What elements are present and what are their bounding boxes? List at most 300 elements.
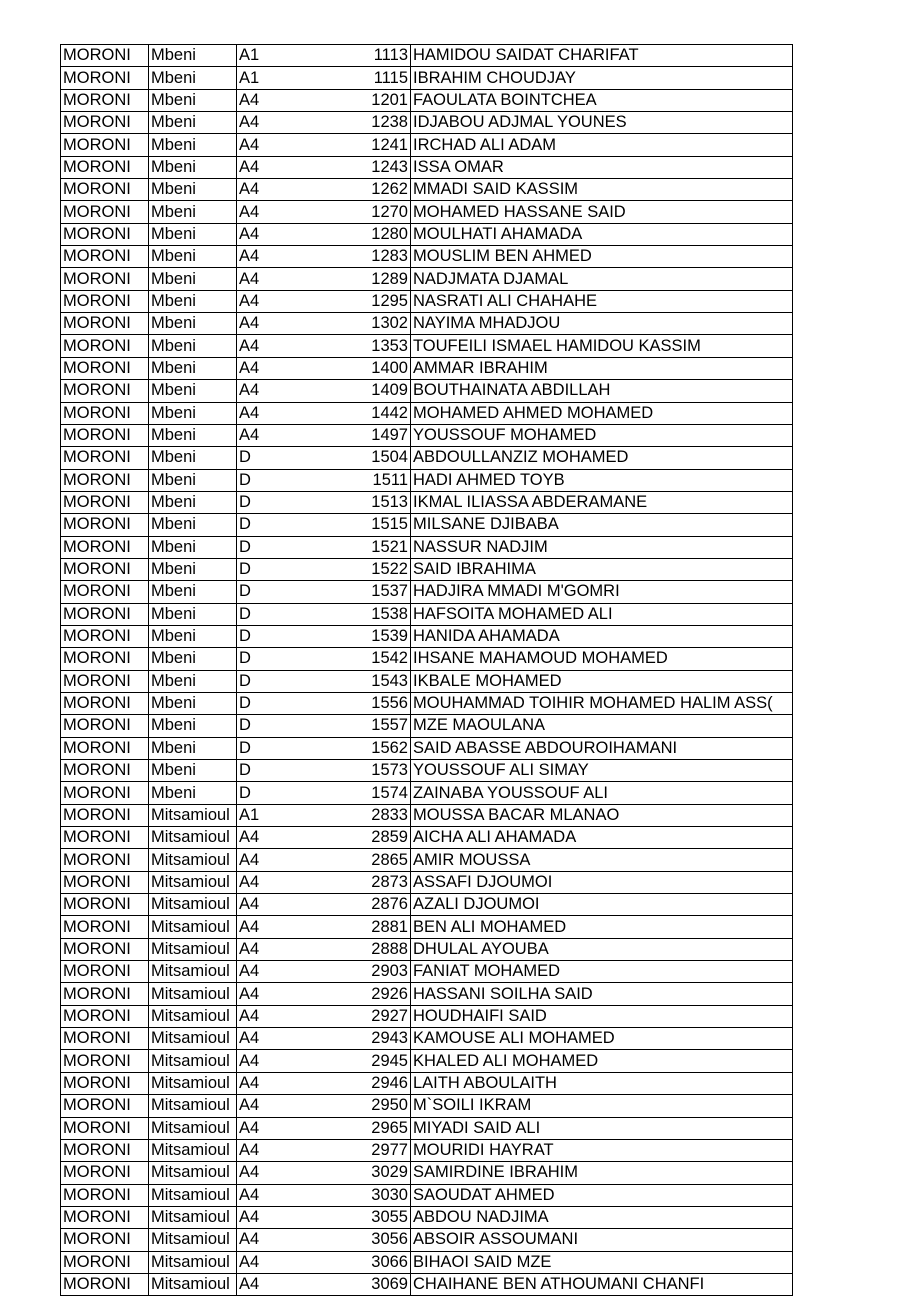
series-cell: A1: [237, 804, 371, 826]
region-cell: MORONI: [61, 313, 149, 335]
series-cell: A4: [237, 938, 371, 960]
region-cell: MORONI: [61, 1206, 149, 1228]
center-cell: Mbeni: [149, 737, 237, 759]
region-cell: MORONI: [61, 1251, 149, 1273]
center-cell: Mbeni: [149, 760, 237, 782]
center-cell: Mbeni: [149, 514, 237, 536]
candidate-number-cell: 1562: [371, 737, 411, 759]
series-cell: A4: [237, 1072, 371, 1094]
region-cell: MORONI: [61, 760, 149, 782]
candidate-number-cell: 1238: [371, 112, 411, 134]
series-cell: A4: [237, 89, 371, 111]
candidate-name-cell: AMIR MOUSSA: [411, 849, 793, 871]
table-row: [61, 782, 793, 804]
series-cell: A4: [237, 402, 371, 424]
series-cell: A4: [237, 357, 371, 379]
series-cell: A4: [237, 983, 371, 1005]
center-cell: Mbeni: [149, 536, 237, 558]
center-cell: Mbeni: [149, 156, 237, 178]
series-cell: A4: [237, 424, 371, 446]
candidate-name-cell: HASSANI SOILHA SAID: [411, 983, 793, 1005]
table-row: [61, 134, 793, 156]
candidate-number-cell: 1556: [371, 692, 411, 714]
region-cell: MORONI: [61, 402, 149, 424]
table-row: [61, 1117, 793, 1139]
table-row: [61, 670, 793, 692]
candidate-number-cell: 1400: [371, 357, 411, 379]
series-cell: A4: [237, 1251, 371, 1273]
region-cell: MORONI: [61, 1117, 149, 1139]
candidate-name-cell: IRCHAD ALI ADAM: [411, 134, 793, 156]
candidate-name-cell: SAMIRDINE IBRAHIM: [411, 1162, 793, 1184]
table-row: [61, 603, 793, 625]
table-row: [61, 447, 793, 469]
series-cell: A4: [237, 1229, 371, 1251]
series-cell: D: [237, 782, 371, 804]
center-cell: Mbeni: [149, 335, 237, 357]
candidate-name-cell: MILSANE DJIBABA: [411, 514, 793, 536]
center-cell: Mbeni: [149, 715, 237, 737]
series-cell: A4: [237, 1028, 371, 1050]
candidate-name-cell: MOUHAMMAD TOIHIR MOHAMED HALIM ASS(: [411, 692, 793, 714]
candidate-name-cell: NASRATI ALI CHAHAHE: [411, 290, 793, 312]
region-cell: MORONI: [61, 536, 149, 558]
center-cell: Mitsamioul: [149, 1005, 237, 1027]
region-cell: MORONI: [61, 335, 149, 357]
region-cell: MORONI: [61, 201, 149, 223]
series-cell: D: [237, 648, 371, 670]
series-cell: A4: [237, 827, 371, 849]
center-cell: Mbeni: [149, 603, 237, 625]
candidate-name-cell: CHAIHANE BEN ATHOUMANI CHANFI: [411, 1273, 793, 1295]
candidate-number-cell: 2943: [371, 1028, 411, 1050]
candidate-number-cell: 1557: [371, 715, 411, 737]
series-cell: A4: [237, 134, 371, 156]
candidate-name-cell: DHULAL AYOUBA: [411, 938, 793, 960]
center-cell: Mitsamioul: [149, 1184, 237, 1206]
region-cell: MORONI: [61, 424, 149, 446]
series-cell: A1: [237, 67, 371, 89]
series-cell: A4: [237, 1206, 371, 1228]
table-row: [61, 692, 793, 714]
candidate-number-cell: 2881: [371, 916, 411, 938]
center-cell: Mbeni: [149, 625, 237, 647]
candidate-number-cell: 1409: [371, 380, 411, 402]
center-cell: Mbeni: [149, 268, 237, 290]
candidate-name-cell: IHSANE MAHAMOUD MOHAMED: [411, 648, 793, 670]
table-row: [61, 804, 793, 826]
center-cell: Mbeni: [149, 380, 237, 402]
candidate-name-cell: MOUSSA BACAR MLANAO: [411, 804, 793, 826]
region-cell: MORONI: [61, 290, 149, 312]
region-cell: MORONI: [61, 1229, 149, 1251]
series-cell: A4: [237, 201, 371, 223]
region-cell: MORONI: [61, 112, 149, 134]
candidate-number-cell: 1241: [371, 134, 411, 156]
center-cell: Mbeni: [149, 648, 237, 670]
center-cell: Mbeni: [149, 469, 237, 491]
candidate-name-cell: IKBALE MOHAMED: [411, 670, 793, 692]
region-cell: MORONI: [61, 67, 149, 89]
candidate-number-cell: 1515: [371, 514, 411, 536]
series-cell: A4: [237, 1139, 371, 1161]
candidate-number-cell: 2945: [371, 1050, 411, 1072]
table-row: [61, 1139, 793, 1161]
series-cell: A4: [237, 179, 371, 201]
candidate-number-cell: 1497: [371, 424, 411, 446]
candidate-name-cell: MOHAMED HASSANE SAID: [411, 201, 793, 223]
series-cell: A4: [237, 223, 371, 245]
region-cell: MORONI: [61, 938, 149, 960]
table-row: [61, 760, 793, 782]
region-cell: MORONI: [61, 491, 149, 513]
results-table-body: [61, 45, 793, 1296]
candidate-name-cell: YOUSSOUF MOHAMED: [411, 424, 793, 446]
table-row: [61, 894, 793, 916]
candidate-number-cell: 1262: [371, 179, 411, 201]
center-cell: Mitsamioul: [149, 1095, 237, 1117]
table-row: [61, 1028, 793, 1050]
candidate-number-cell: 2888: [371, 938, 411, 960]
table-row: [61, 491, 793, 513]
series-cell: A4: [237, 335, 371, 357]
region-cell: MORONI: [61, 804, 149, 826]
region-cell: MORONI: [61, 1139, 149, 1161]
candidate-number-cell: 2946: [371, 1072, 411, 1094]
table-row: [61, 961, 793, 983]
candidate-number-cell: 2876: [371, 894, 411, 916]
series-cell: A4: [237, 1162, 371, 1184]
series-cell: A4: [237, 1095, 371, 1117]
table-row: [61, 201, 793, 223]
table-row: [61, 1072, 793, 1094]
table-row: [61, 89, 793, 111]
table-row: [61, 1273, 793, 1295]
table-row: [61, 871, 793, 893]
candidate-name-cell: NADJMATA DJAMAL: [411, 268, 793, 290]
table-row: [61, 983, 793, 1005]
candidate-name-cell: HANIDA AHAMADA: [411, 625, 793, 647]
candidate-number-cell: 1513: [371, 491, 411, 513]
center-cell: Mbeni: [149, 491, 237, 513]
table-row: [61, 268, 793, 290]
table-row: [61, 112, 793, 134]
region-cell: MORONI: [61, 849, 149, 871]
candidate-number-cell: 2927: [371, 1005, 411, 1027]
candidate-name-cell: MOURIDI HAYRAT: [411, 1139, 793, 1161]
candidate-name-cell: SAID ABASSE ABDOUROIHAMANI: [411, 737, 793, 759]
candidate-name-cell: HAMIDOU SAIDAT CHARIFAT: [411, 45, 793, 67]
table-row: [61, 402, 793, 424]
candidate-number-cell: 1353: [371, 335, 411, 357]
candidate-name-cell: MOULHATI AHAMADA: [411, 223, 793, 245]
candidate-number-cell: 2865: [371, 849, 411, 871]
table-row: [61, 313, 793, 335]
region-cell: MORONI: [61, 447, 149, 469]
region-cell: MORONI: [61, 1050, 149, 1072]
candidate-name-cell: ABDOULLANZIZ MOHAMED: [411, 447, 793, 469]
center-cell: Mbeni: [149, 201, 237, 223]
region-cell: MORONI: [61, 603, 149, 625]
center-cell: Mbeni: [149, 782, 237, 804]
candidate-name-cell: SAOUDAT AHMED: [411, 1184, 793, 1206]
table-row: [61, 1050, 793, 1072]
table-row: [61, 916, 793, 938]
region-cell: MORONI: [61, 581, 149, 603]
candidate-number-cell: 1537: [371, 581, 411, 603]
table-row: [61, 581, 793, 603]
series-cell: D: [237, 625, 371, 647]
candidate-number-cell: 3069: [371, 1273, 411, 1295]
candidate-name-cell: NASSUR NADJIM: [411, 536, 793, 558]
candidate-name-cell: KHALED ALI MOHAMED: [411, 1050, 793, 1072]
series-cell: D: [237, 581, 371, 603]
table-row: [61, 938, 793, 960]
series-cell: A4: [237, 871, 371, 893]
region-cell: MORONI: [61, 894, 149, 916]
center-cell: Mbeni: [149, 45, 237, 67]
region-cell: MORONI: [61, 1162, 149, 1184]
candidate-number-cell: 1504: [371, 447, 411, 469]
candidate-name-cell: BEN ALI MOHAMED: [411, 916, 793, 938]
center-cell: Mitsamioul: [149, 827, 237, 849]
table-row: [61, 625, 793, 647]
series-cell: D: [237, 715, 371, 737]
candidate-number-cell: 1521: [371, 536, 411, 558]
candidate-name-cell: MOHAMED AHMED MOHAMED: [411, 402, 793, 424]
center-cell: Mitsamioul: [149, 1206, 237, 1228]
table-row: [61, 67, 793, 89]
region-cell: MORONI: [61, 357, 149, 379]
region-cell: MORONI: [61, 1072, 149, 1094]
center-cell: Mbeni: [149, 67, 237, 89]
center-cell: Mbeni: [149, 112, 237, 134]
region-cell: MORONI: [61, 625, 149, 647]
candidate-name-cell: MOUSLIM BEN AHMED: [411, 246, 793, 268]
candidate-name-cell: KAMOUSE ALI MOHAMED: [411, 1028, 793, 1050]
candidate-name-cell: BIHAOI SAID MZE: [411, 1251, 793, 1273]
series-cell: A4: [237, 380, 371, 402]
candidate-number-cell: 2873: [371, 871, 411, 893]
candidate-name-cell: AICHA ALI AHAMADA: [411, 827, 793, 849]
series-cell: A4: [237, 1117, 371, 1139]
series-cell: A4: [237, 849, 371, 871]
region-cell: MORONI: [61, 380, 149, 402]
candidate-number-cell: 1538: [371, 603, 411, 625]
series-cell: A4: [237, 961, 371, 983]
table-row: [61, 1229, 793, 1251]
table-row: [61, 1095, 793, 1117]
table-row: [61, 179, 793, 201]
table-row: [61, 223, 793, 245]
series-cell: A1: [237, 45, 371, 67]
candidate-name-cell: TOUFEILI ISMAEL HAMIDOU KASSIM: [411, 335, 793, 357]
table-row: [61, 1251, 793, 1273]
region-cell: MORONI: [61, 737, 149, 759]
candidate-name-cell: NAYIMA MHADJOU: [411, 313, 793, 335]
candidate-number-cell: 1270: [371, 201, 411, 223]
region-cell: MORONI: [61, 871, 149, 893]
candidate-name-cell: ABDOU NADJIMA: [411, 1206, 793, 1228]
center-cell: Mbeni: [149, 447, 237, 469]
series-cell: D: [237, 603, 371, 625]
region-cell: MORONI: [61, 268, 149, 290]
table-row: [61, 424, 793, 446]
region-cell: MORONI: [61, 1273, 149, 1295]
region-cell: MORONI: [61, 45, 149, 67]
center-cell: Mitsamioul: [149, 1117, 237, 1139]
candidate-number-cell: 2977: [371, 1139, 411, 1161]
region-cell: MORONI: [61, 692, 149, 714]
center-cell: Mitsamioul: [149, 1072, 237, 1094]
center-cell: Mitsamioul: [149, 804, 237, 826]
candidate-number-cell: 3056: [371, 1229, 411, 1251]
candidate-number-cell: 2926: [371, 983, 411, 1005]
candidate-number-cell: 2859: [371, 827, 411, 849]
candidate-number-cell: 1542: [371, 648, 411, 670]
series-cell: A4: [237, 112, 371, 134]
center-cell: Mitsamioul: [149, 916, 237, 938]
table-row: [61, 357, 793, 379]
center-cell: Mitsamioul: [149, 849, 237, 871]
candidate-number-cell: 1302: [371, 313, 411, 335]
series-cell: A4: [237, 290, 371, 312]
region-cell: MORONI: [61, 179, 149, 201]
candidate-number-cell: 3066: [371, 1251, 411, 1273]
table-row: [61, 1005, 793, 1027]
candidate-number-cell: 1295: [371, 290, 411, 312]
candidate-number-cell: 1522: [371, 558, 411, 580]
center-cell: Mitsamioul: [149, 938, 237, 960]
candidate-name-cell: M`SOILI IKRAM: [411, 1095, 793, 1117]
candidate-name-cell: YOUSSOUF ALI SIMAY: [411, 760, 793, 782]
region-cell: MORONI: [61, 246, 149, 268]
region-cell: MORONI: [61, 1184, 149, 1206]
center-cell: Mbeni: [149, 424, 237, 446]
candidate-name-cell: MMADI SAID KASSIM: [411, 179, 793, 201]
candidate-number-cell: 1113: [371, 45, 411, 67]
candidate-name-cell: IKMAL ILIASSA ABDERAMANE: [411, 491, 793, 513]
region-cell: MORONI: [61, 1095, 149, 1117]
region-cell: MORONI: [61, 1005, 149, 1027]
region-cell: MORONI: [61, 670, 149, 692]
table-row: [61, 849, 793, 871]
candidate-number-cell: 1283: [371, 246, 411, 268]
series-cell: D: [237, 670, 371, 692]
candidate-name-cell: LAITH ABOULAITH: [411, 1072, 793, 1094]
center-cell: Mitsamioul: [149, 1139, 237, 1161]
table-row: [61, 827, 793, 849]
candidate-number-cell: 1574: [371, 782, 411, 804]
series-cell: A4: [237, 1184, 371, 1206]
region-cell: MORONI: [61, 89, 149, 111]
center-cell: Mbeni: [149, 692, 237, 714]
region-cell: MORONI: [61, 648, 149, 670]
candidate-number-cell: 1243: [371, 156, 411, 178]
table-row: [61, 1162, 793, 1184]
region-cell: MORONI: [61, 514, 149, 536]
region-cell: MORONI: [61, 983, 149, 1005]
candidate-name-cell: BOUTHAINATA ABDILLAH: [411, 380, 793, 402]
table-row: [61, 380, 793, 402]
center-cell: Mbeni: [149, 581, 237, 603]
region-cell: MORONI: [61, 223, 149, 245]
table-row: [61, 536, 793, 558]
table-row: [61, 290, 793, 312]
candidate-number-cell: 2903: [371, 961, 411, 983]
candidate-number-cell: 1289: [371, 268, 411, 290]
center-cell: Mbeni: [149, 179, 237, 201]
candidate-number-cell: 3029: [371, 1162, 411, 1184]
center-cell: Mbeni: [149, 357, 237, 379]
center-cell: Mbeni: [149, 290, 237, 312]
candidate-number-cell: 2965: [371, 1117, 411, 1139]
candidate-number-cell: 1511: [371, 469, 411, 491]
candidate-name-cell: ASSAFI DJOUMOI: [411, 871, 793, 893]
series-cell: D: [237, 558, 371, 580]
series-cell: D: [237, 514, 371, 536]
candidate-name-cell: SAID IBRAHIMA: [411, 558, 793, 580]
table-row: [61, 156, 793, 178]
center-cell: Mitsamioul: [149, 961, 237, 983]
table-row: [61, 715, 793, 737]
series-cell: D: [237, 692, 371, 714]
series-cell: D: [237, 737, 371, 759]
table-row: [61, 737, 793, 759]
table-row: [61, 1206, 793, 1228]
candidate-name-cell: ABSOIR ASSOUMANI: [411, 1229, 793, 1251]
candidate-number-cell: 1280: [371, 223, 411, 245]
candidate-name-cell: ZAINABA YOUSSOUF ALI: [411, 782, 793, 804]
candidate-name-cell: AMMAR IBRAHIM: [411, 357, 793, 379]
region-cell: MORONI: [61, 916, 149, 938]
candidate-number-cell: 3055: [371, 1206, 411, 1228]
center-cell: Mbeni: [149, 89, 237, 111]
candidate-name-cell: AZALI DJOUMOI: [411, 894, 793, 916]
candidate-name-cell: FANIAT MOHAMED: [411, 961, 793, 983]
region-cell: MORONI: [61, 156, 149, 178]
series-cell: D: [237, 469, 371, 491]
series-cell: A4: [237, 313, 371, 335]
region-cell: MORONI: [61, 715, 149, 737]
series-cell: D: [237, 447, 371, 469]
region-cell: MORONI: [61, 1028, 149, 1050]
center-cell: Mbeni: [149, 402, 237, 424]
center-cell: Mitsamioul: [149, 1050, 237, 1072]
results-table: [60, 44, 793, 1296]
candidate-number-cell: 3030: [371, 1184, 411, 1206]
series-cell: A4: [237, 156, 371, 178]
candidate-name-cell: MIYADI SAID ALI: [411, 1117, 793, 1139]
candidate-number-cell: 1442: [371, 402, 411, 424]
center-cell: Mitsamioul: [149, 1273, 237, 1295]
series-cell: A4: [237, 894, 371, 916]
table-row: [61, 648, 793, 670]
candidate-name-cell: IBRAHIM CHOUDJAY: [411, 67, 793, 89]
series-cell: A4: [237, 916, 371, 938]
candidate-number-cell: 2950: [371, 1095, 411, 1117]
candidate-number-cell: 2833: [371, 804, 411, 826]
candidate-name-cell: HOUDHAIFI SAID: [411, 1005, 793, 1027]
candidate-name-cell: HADJIRA MMADI M'GOMRI: [411, 581, 793, 603]
center-cell: Mitsamioul: [149, 1162, 237, 1184]
center-cell: Mbeni: [149, 134, 237, 156]
candidate-number-cell: 1573: [371, 760, 411, 782]
series-cell: A4: [237, 1005, 371, 1027]
series-cell: A4: [237, 268, 371, 290]
region-cell: MORONI: [61, 961, 149, 983]
region-cell: MORONI: [61, 558, 149, 580]
